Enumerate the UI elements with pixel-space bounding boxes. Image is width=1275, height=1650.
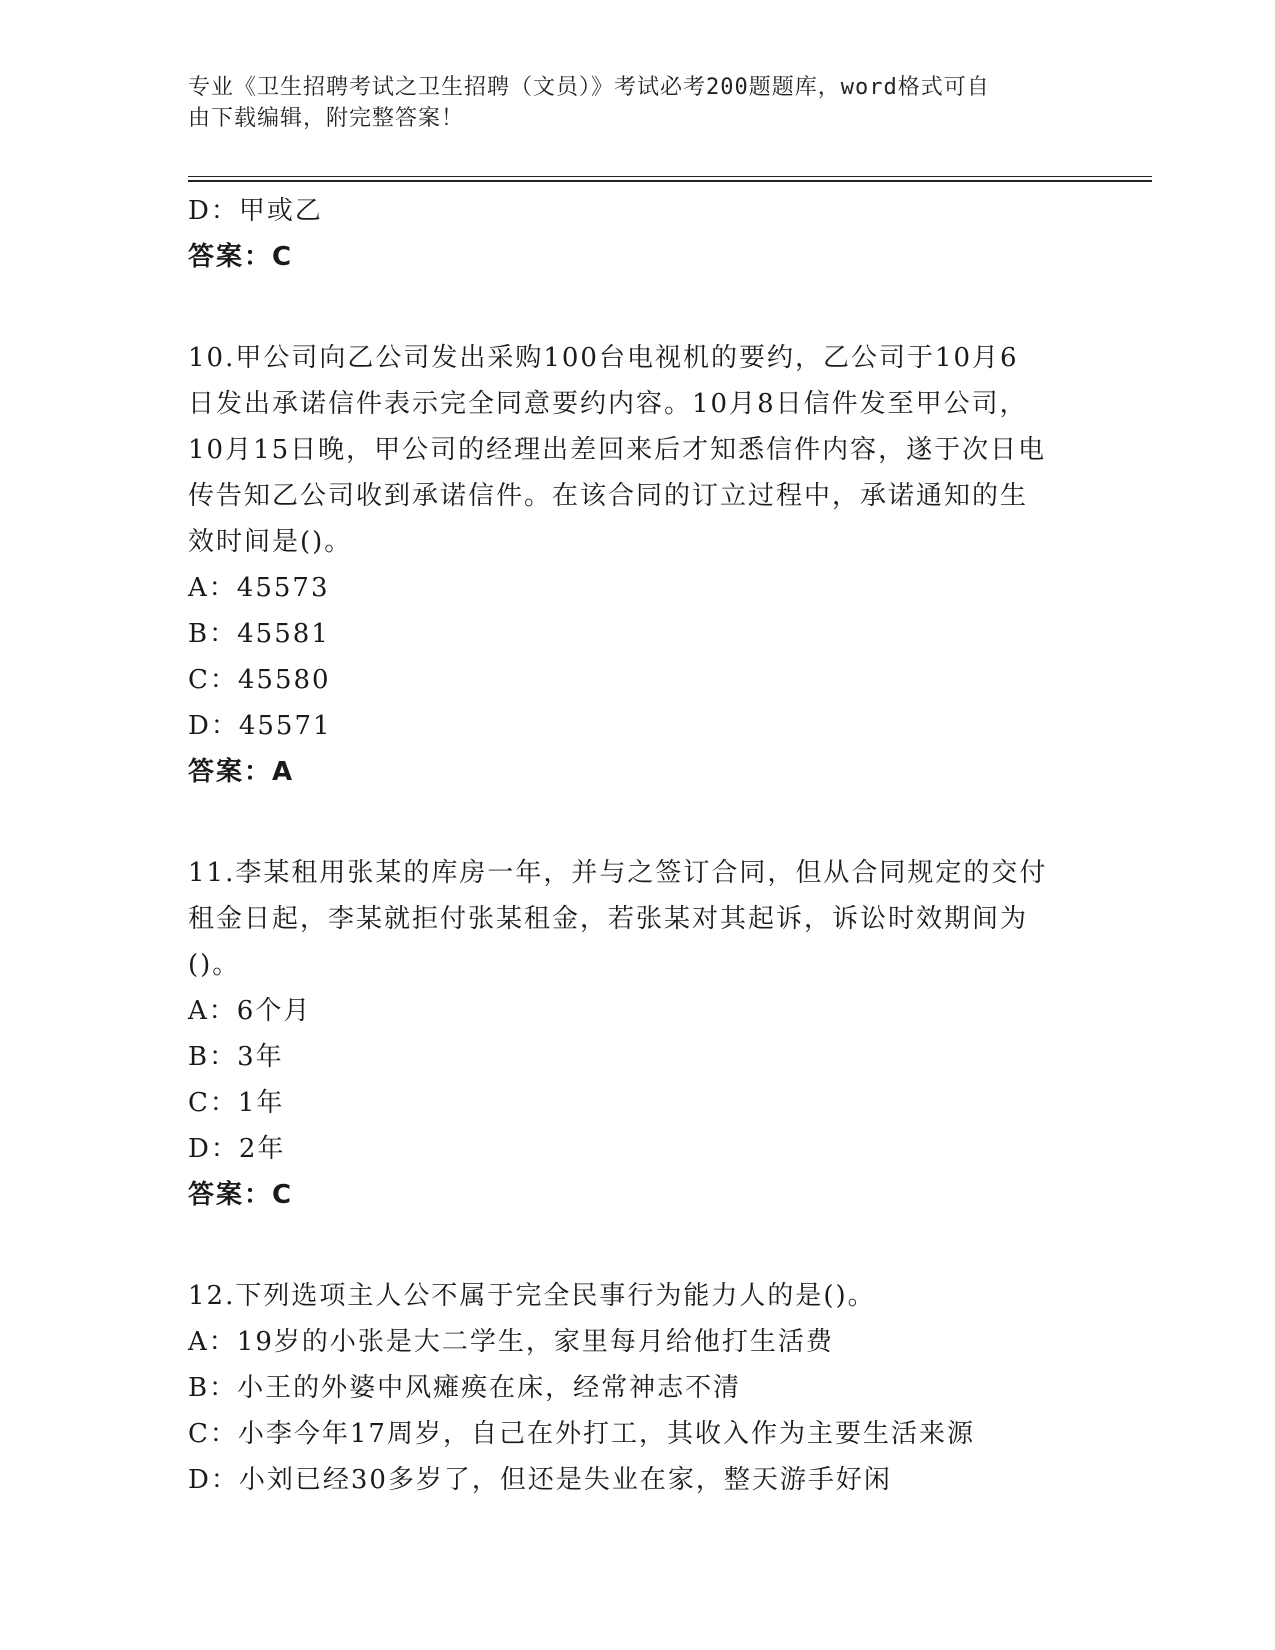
spacer bbox=[188, 280, 1088, 335]
q10-option-b: B：45581 bbox=[188, 619, 330, 649]
document-body bbox=[188, 188, 1088, 1503]
header-divider-thick bbox=[188, 180, 1152, 182]
q11-stem-line-1: 11.李某租用张某的库房一年，并与之签订合同，但从合同规定的交付 bbox=[188, 858, 1048, 888]
header-line-2: 由下载编辑，附完整答案！ bbox=[188, 106, 465, 131]
q10-answer: 答案：A bbox=[188, 757, 295, 787]
page-header bbox=[188, 72, 1088, 134]
q11-option-a: A：6个月 bbox=[188, 996, 312, 1026]
q11-stem-line-2: 租金日起，李某就拒付张某租金，若张某对其起诉，诉讼时效期间为 bbox=[188, 904, 1029, 934]
prev-option-d: D：甲或乙 bbox=[188, 196, 323, 226]
question-10 bbox=[188, 335, 1088, 795]
q11-option-c: C：1年 bbox=[188, 1088, 285, 1118]
q10-stem-line-5: 效时间是()。 bbox=[188, 527, 353, 557]
q12-option-d: D：小刘已经30多岁了，但还是失业在家，整天游手好闲 bbox=[188, 1465, 892, 1495]
q12-option-a: A：19岁的小张是大二学生，家里每月给他打生活费 bbox=[188, 1327, 834, 1357]
spacer bbox=[188, 1218, 1088, 1273]
header-divider-thin bbox=[188, 176, 1152, 177]
q12-option-c: C：小李今年17周岁，自己在外打工，其收入作为主要生活来源 bbox=[188, 1419, 975, 1449]
q10-stem-line-2: 日发出承诺信件表示完全同意要约内容。10月8日信件发至甲公司， bbox=[188, 389, 1028, 419]
spacer bbox=[188, 795, 1088, 850]
q11-option-b: B：3年 bbox=[188, 1042, 284, 1072]
q10-option-d: D：45571 bbox=[188, 711, 332, 741]
q10-option-c: C：45580 bbox=[188, 665, 331, 695]
prev-answer: 答案：C bbox=[188, 242, 294, 272]
q10-stem-line-1: 10.甲公司向乙公司发出采购100台电视机的要约，乙公司于10月6 bbox=[188, 343, 1019, 373]
q11-option-d: D：2年 bbox=[188, 1134, 286, 1164]
question-12 bbox=[188, 1273, 1088, 1503]
q11-answer: 答案：C bbox=[188, 1180, 294, 1210]
q10-stem-line-4: 传告知乙公司收到承诺信件。在该合同的订立过程中，承诺通知的生 bbox=[188, 481, 1029, 511]
q10-option-a: A：45573 bbox=[188, 573, 330, 603]
q10-stem-line-3: 10月15日晚，甲公司的经理出差回来后才知悉信件内容，遂于次日电 bbox=[188, 435, 1047, 465]
header-line-1: 专业《卫生招聘考试之卫生招聘（文员）》考试必考200题题库，word格式可自 bbox=[188, 75, 990, 100]
question-11 bbox=[188, 850, 1088, 1218]
q11-stem-line-3: ()。 bbox=[188, 950, 241, 980]
q12-option-b: B：小王的外婆中风瘫痪在床，经常神志不清 bbox=[188, 1373, 742, 1403]
q12-stem-line-1: 12.下列选项主人公不属于完全民事行为能力人的是()。 bbox=[188, 1281, 876, 1311]
